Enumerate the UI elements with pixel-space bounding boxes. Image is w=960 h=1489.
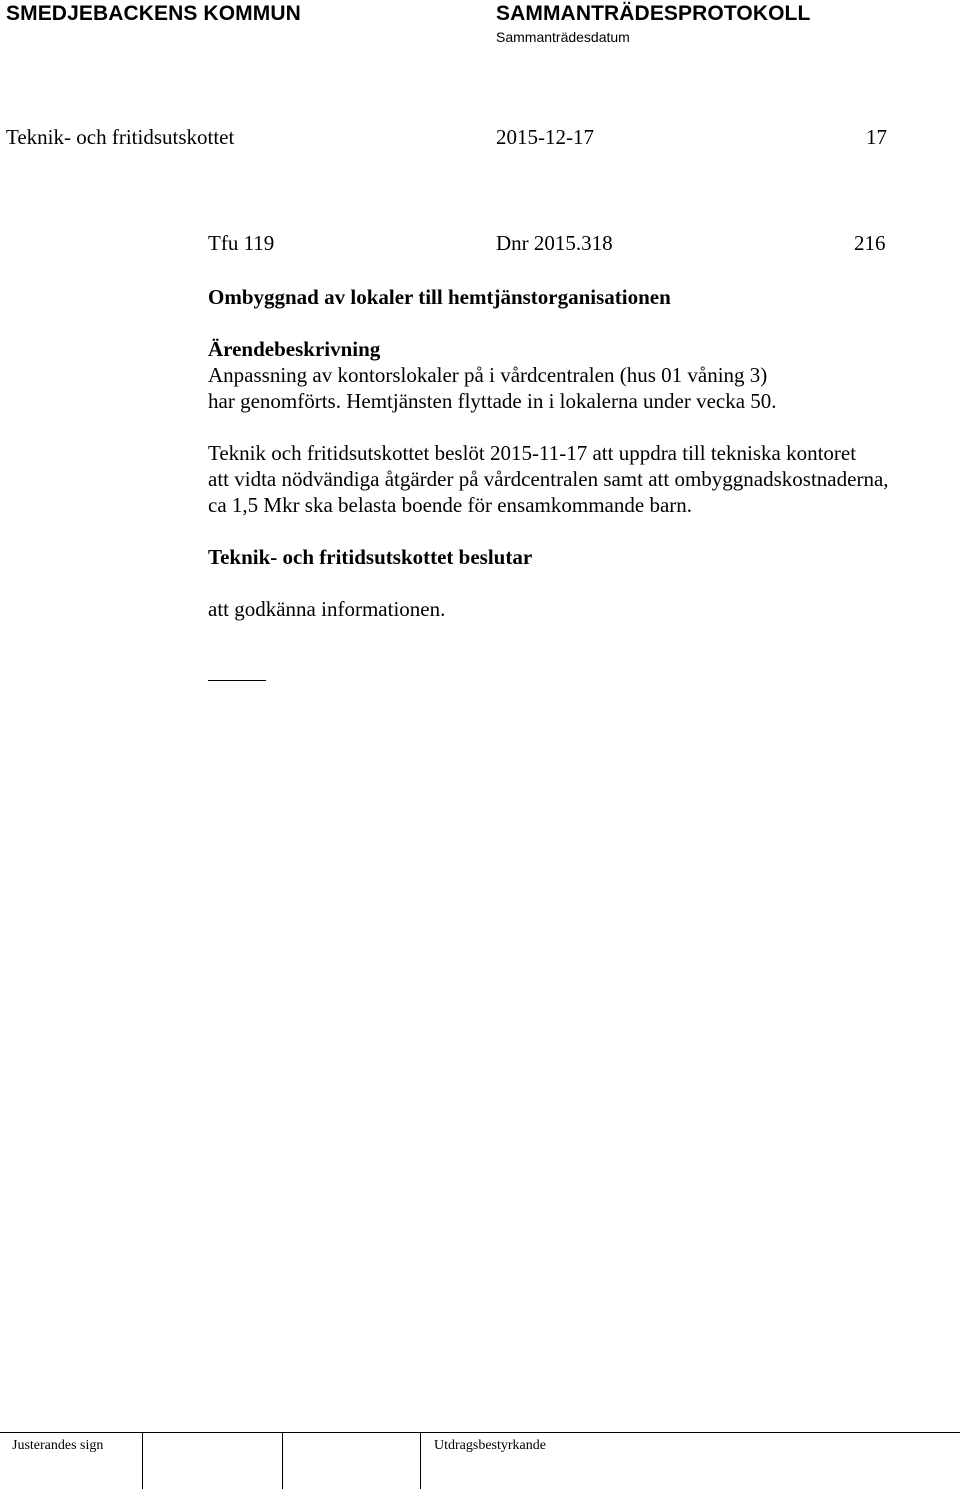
end-of-paragraph-rule xyxy=(208,680,266,681)
decision-text: att godkänna informationen. xyxy=(208,597,446,621)
description-line: har genomförts. Hemtjänsten flyttade in i lokalerna under vecka 50. xyxy=(208,389,777,413)
committee-name: Teknik- och fritidsutskottet xyxy=(6,125,235,149)
background-line: Teknik och fritidsutskottet beslöt 2015-11-17 att uppdra till tekniska kontoret xyxy=(208,441,857,465)
meeting-date: 2015-12-17 xyxy=(496,125,594,149)
signature-box-1 xyxy=(142,1433,143,1489)
extract-certification-label: Utdragsbestyrkande xyxy=(434,1438,546,1453)
municipality-name: SMEDJEBACKENS KOMMUN xyxy=(6,2,301,25)
paragraph-body xyxy=(208,284,948,622)
signature-box-2 xyxy=(282,1433,283,1489)
decision-heading: Teknik- och fritidsutskottet beslutar xyxy=(208,545,533,569)
extract-certification-box xyxy=(420,1433,421,1489)
background-line: ca 1,5 Mkr ska belasta boende för ensamkommande barn. xyxy=(208,493,693,517)
signature-footer xyxy=(0,1432,960,1489)
paragraph-number: Tfu 119 xyxy=(208,231,275,255)
description-heading: Ärendebeskrivning xyxy=(208,337,381,361)
page-number: 17 xyxy=(866,125,887,149)
archive-code: 216 xyxy=(854,231,886,255)
meeting-date-label: Sammanträdesdatum xyxy=(496,29,630,45)
document-type: SAMMANTRÄDESPROTOKOLL xyxy=(496,2,811,25)
paragraph-title: Ombyggnad av lokaler till hemtjänstorganisationen xyxy=(208,285,671,309)
description-line: Anpassning av kontorslokaler på i vårdcentralen (hus 01 våning 3) xyxy=(208,363,768,387)
diary-number: Dnr 2015.318 xyxy=(496,231,613,255)
background-line: att vidta nödvändiga åtgärder på vårdcentralen samt att ombyggnadskostnaderna, xyxy=(208,467,889,491)
signature-label: Justerandes sign xyxy=(12,1438,104,1453)
